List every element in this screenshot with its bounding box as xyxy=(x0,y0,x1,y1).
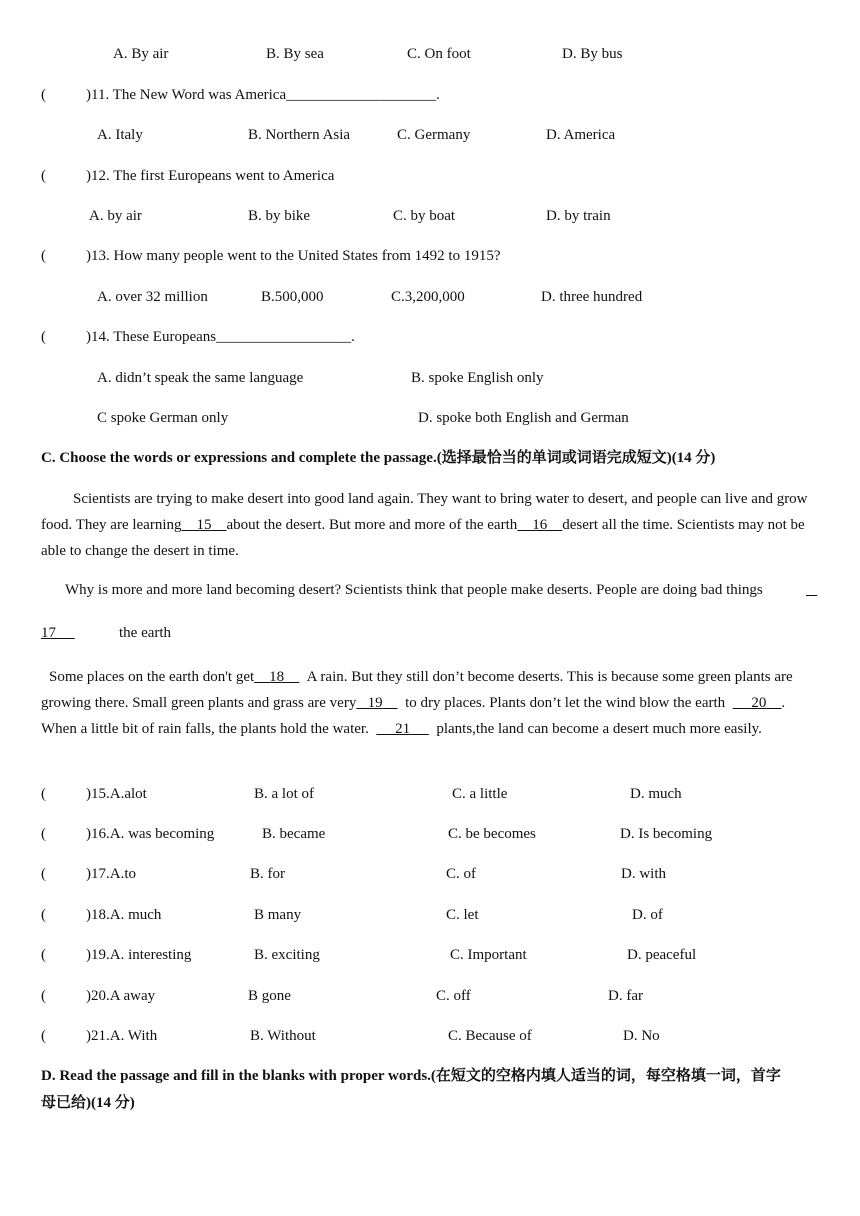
q12-option-a: A. by air xyxy=(89,208,142,224)
passage-text: . When a little bit of rain falls, the plants hold the water. xyxy=(41,695,786,737)
q13-option-a: A. over 32 million xyxy=(97,289,208,305)
blank-17: 17 xyxy=(41,625,56,641)
passage-text: plants,the land can become a desert much more easily. xyxy=(436,721,762,737)
blank-15: 15 xyxy=(196,517,212,533)
answer-paren: ( xyxy=(41,786,46,802)
q13-stem: )13. How many people went to the United States from 1492 to 1915? xyxy=(86,248,501,264)
option-d: D. of xyxy=(632,907,663,923)
q11-stem: )11. The New Word was America____________________. xyxy=(86,87,440,103)
section-d-heading-cont: 母已给)(14 分) xyxy=(41,1095,135,1111)
passage-paragraph-3 xyxy=(41,664,821,742)
option-b: B. exciting xyxy=(254,947,320,963)
passage-text: to dry places. Plants don’t let the wind blow the earth xyxy=(405,695,726,711)
q12-option-d: D. by train xyxy=(546,208,611,224)
answer-paren: ( xyxy=(41,947,46,963)
option-c: C. let xyxy=(446,907,479,923)
q14-stem: )14. These Europeans__________________. xyxy=(86,329,355,345)
q14-answer-paren: ( xyxy=(41,329,46,345)
answer-paren: ( xyxy=(41,907,46,923)
passage-text: Scientists are trying to make desert into good land again. They want to bring water to desert, and people can live and grow food. They are learning xyxy=(41,491,808,533)
q12-stem: )12. The first Europeans went to America xyxy=(86,168,335,184)
question-stem: )15.A.alot xyxy=(86,786,147,802)
passage-paragraph-1 xyxy=(41,486,821,564)
passage-paragraph-2: Why is more and more land becoming desert? Scientists think that people make deserts. People are doing bad things xyxy=(65,582,763,598)
passage-paragraph-2-end: the earth xyxy=(119,625,172,641)
option-c: C. a little xyxy=(452,786,508,802)
question-stem: )17.A.to xyxy=(86,866,136,882)
option-b: B. became xyxy=(262,826,326,842)
question-stem: )19.A. interesting xyxy=(86,947,192,963)
answer-paren: ( xyxy=(41,866,46,882)
q14-option-a: A. didn’t speak the same language xyxy=(97,370,304,386)
option-c: C. off xyxy=(436,988,471,1004)
option-b: B. for xyxy=(250,866,285,882)
q13-option-b: B.500,000 xyxy=(261,289,324,305)
option-b: B. Without xyxy=(250,1028,316,1044)
q12-answer-paren: ( xyxy=(41,168,46,184)
answer-paren: ( xyxy=(41,1028,46,1044)
passage-text: A rain. But they still don’t become deserts. This is because some green plants are growing there. Small green plants and grass are very xyxy=(41,669,793,711)
question-stem: )16.A. was becoming xyxy=(86,826,215,842)
blank-19: 19 xyxy=(367,695,383,711)
q13-option-c: C.3,200,000 xyxy=(391,289,465,305)
option-d: D. Is becoming xyxy=(620,826,713,842)
q14-option-d: D. spoke both English and German xyxy=(418,410,629,426)
option-b: B gone xyxy=(248,988,291,1004)
q11-option-b: B. Northern Asia xyxy=(248,127,351,143)
q10-option-c: C. On foot xyxy=(407,46,471,62)
option-c: C. of xyxy=(446,866,476,882)
blank-20: 20 xyxy=(751,695,767,711)
option-d: D. far xyxy=(608,988,643,1004)
option-c: C. Because of xyxy=(448,1028,532,1044)
passage-text: desert all the time. Scientists may not be able to change the desert in time. xyxy=(41,517,805,559)
question-stem: )20.A away xyxy=(86,988,156,1004)
blank-18: 18 xyxy=(269,669,285,685)
q14-option-b: B. spoke English only xyxy=(411,370,544,386)
option-d: D. peaceful xyxy=(627,947,697,963)
question-stem: )21.A. With xyxy=(86,1028,158,1044)
option-d: D. No xyxy=(623,1028,660,1044)
option-d: D. much xyxy=(630,786,682,802)
answer-paren: ( xyxy=(41,826,46,842)
passage-text: Some places on the earth don't get xyxy=(49,669,255,685)
q10-option-d: D. By bus xyxy=(562,46,623,62)
option-d: D. with xyxy=(621,866,666,882)
q11-answer-paren: ( xyxy=(41,87,46,103)
q13-answer-paren: ( xyxy=(41,248,46,264)
question-stem: )18.A. much xyxy=(86,907,162,923)
q12-option-c: C. by boat xyxy=(393,208,456,224)
option-c: C. be becomes xyxy=(448,826,536,842)
section-d-heading: D. Read the passage and fill in the blanks with proper words.(在短文的空格内填人适当的词，每空格填一词，首字 xyxy=(41,1068,781,1084)
q11-option-c: C. Germany xyxy=(397,127,471,143)
answer-paren: ( xyxy=(41,988,46,1004)
blank-17-line xyxy=(806,583,817,598)
option-c: C. Important xyxy=(450,947,527,963)
q11-option-a: A. Italy xyxy=(97,127,143,143)
q12-option-b: B. by bike xyxy=(248,208,311,224)
q10-option-a: A. By air xyxy=(113,46,169,62)
q14-option-c: C spoke German only xyxy=(97,410,229,426)
blank-16: 16 xyxy=(532,517,548,533)
section-c-heading: C. Choose the words or expressions and complete the passage.(选择最恰当的单词或词语完成短文)(14 分) xyxy=(41,450,716,466)
option-b: B. a lot of xyxy=(254,786,314,802)
q13-option-d: D. three hundred xyxy=(541,289,643,305)
blank-21: 21 xyxy=(395,721,411,737)
option-b: B many xyxy=(254,907,302,923)
q11-option-d: D. America xyxy=(546,127,616,143)
q10-option-b: B. By sea xyxy=(266,46,324,62)
passage-text: about the desert. But more and more of the earth xyxy=(226,517,518,533)
